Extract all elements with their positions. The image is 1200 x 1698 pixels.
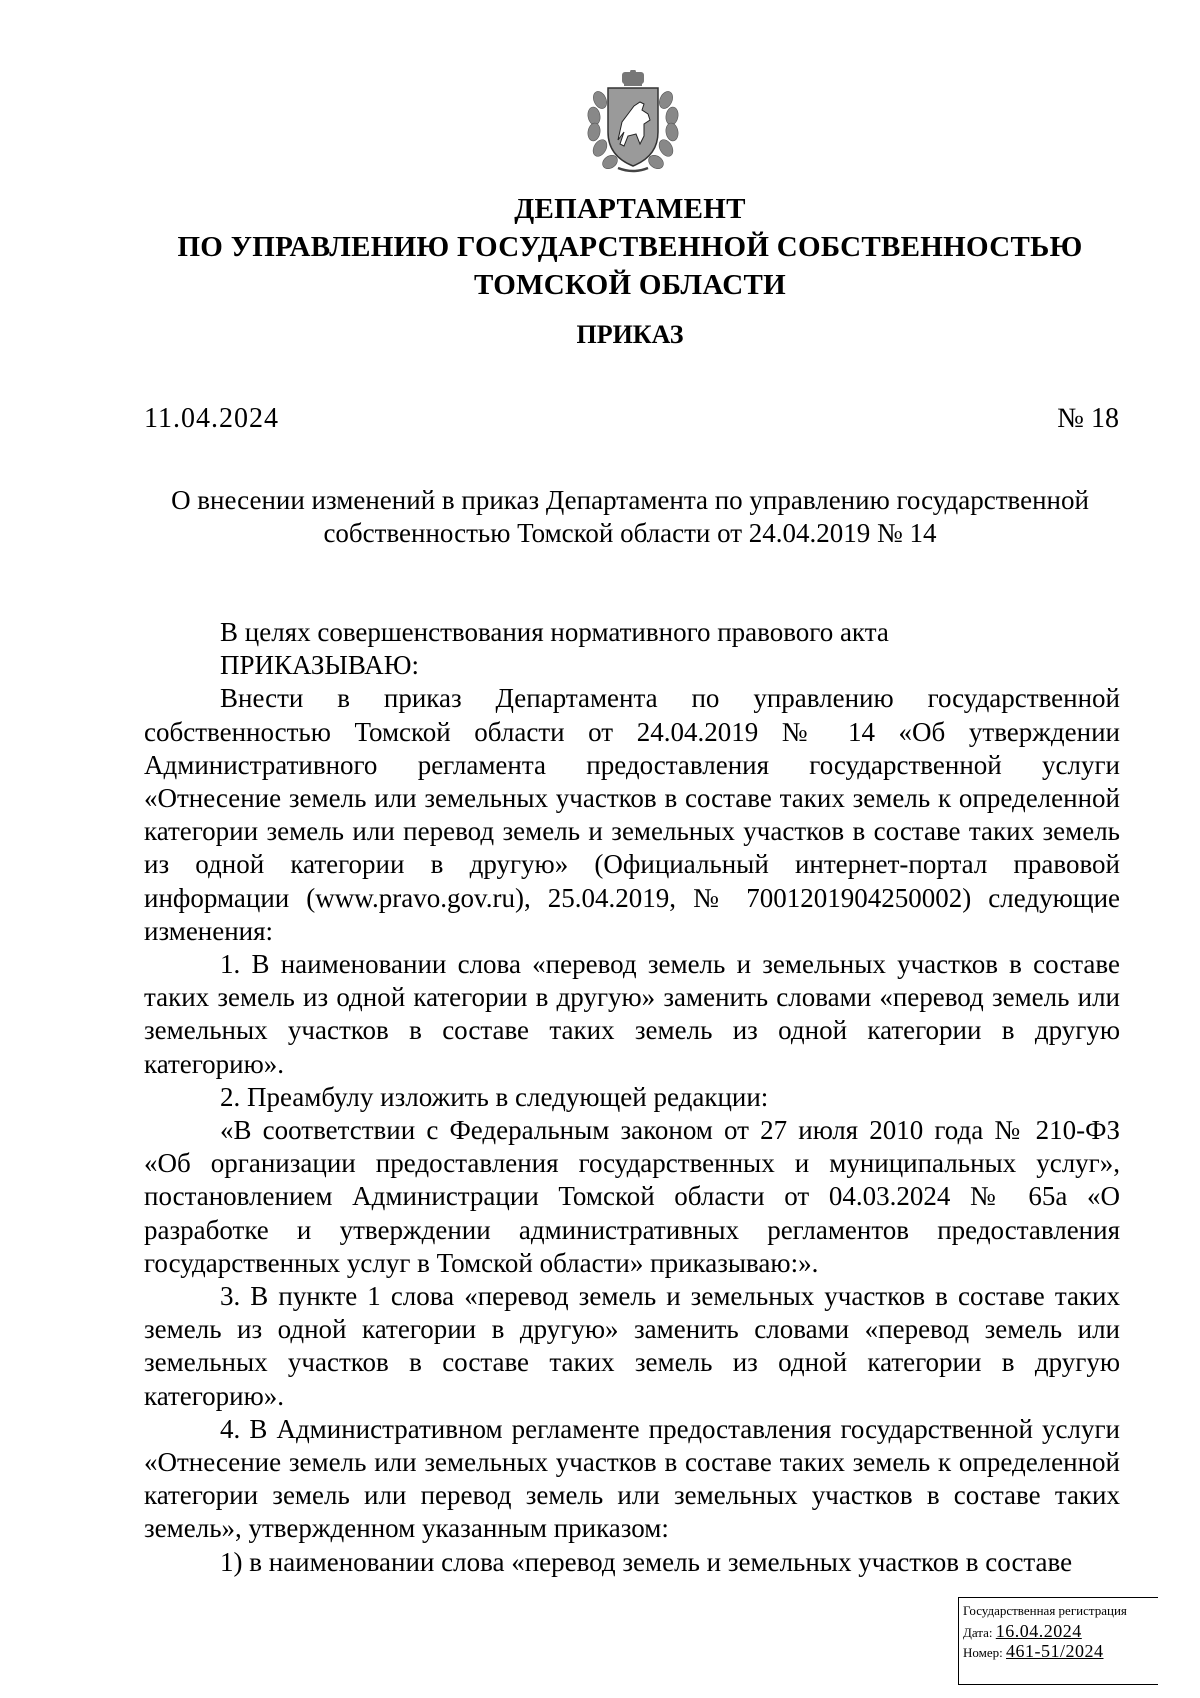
registration-number-row [963, 1643, 1158, 1661]
body-paragraph: В целях совершенствования нормативного правового акта [220, 617, 889, 647]
document-type-title: ПРИКАЗ [576, 320, 684, 349]
registration-date-value: 16.04.2024 [995, 1621, 1082, 1641]
registration-number-label: Номер: [963, 1645, 1003, 1660]
body-paragraph: «В соответствии с Федеральным законом от 27 июля 2010 года № 210-ФЗ «Об организации предоставления государственных и муниципальных услуг», постановлением Администрации Томской области от 04.03.2024 № 65а «О разработке и утверждении административных регламентов предоставления государственных услуг в Томской области» приказываю:». [144, 1115, 1120, 1278]
registration-stamp [958, 1597, 1158, 1685]
document-subject [130, 484, 1130, 550]
header-line-3: ТОМСКОЙ ОБЛАСТИ [474, 269, 786, 301]
registration-date-row [963, 1623, 1158, 1641]
document-body [144, 616, 1120, 1579]
body-paragraph: 1. В наименовании слова «перевод земель и земельных участков в составе таких земель из одной категории в другую» заменить словами «перевод земель или земельных участков в составе таких земель из одной категории в другую категорию». [144, 949, 1120, 1079]
department-header [100, 190, 1160, 304]
coat-of-arms-emblem [578, 70, 688, 174]
registration-number-value: 461-51/2024 [1006, 1641, 1104, 1661]
body-paragraph: ПРИКАЗЫВАЮ: [220, 650, 419, 681]
subject-line-2: собственностью Томской области от 24.04.2019 № 14 [323, 518, 937, 548]
body-paragraph: 4. В Административном регламенте предоставления государственной услуги «Отнесение земель или земельных участков в составе таких земель к определенной категории земель или перевод земель или земельных участков в составе таких земель», утвержденном указанным приказом: [144, 1413, 1120, 1544]
subject-line-1: О внесении изменений в приказ Департамента по управлению государственной [171, 485, 1089, 515]
registration-date-label: Дата: [963, 1625, 993, 1640]
document-number: № 18 [1057, 403, 1119, 434]
header-line-1: ДЕПАРТАМЕНТ [514, 193, 746, 225]
document-date: 11.04.2024 [144, 403, 279, 434]
registration-title: Государственная регистрация [963, 1603, 1127, 1618]
body-paragraph: Внести в приказ Департамента по управлению государственной собственностью Томской области от 24.04.2019 № 14 «Об утверждении Административного регламента предоставления государственной услуги «Отнесение земель или земельных участков в составе таких земель к определенной категории земель или перевод земель и земельных участков в составе таких земель из одной категории в другую» (Официальный интернет-портал правовой информации (www.pravo.gov.ru), 25.04.2019, № 7001201904250002) следующие изменения: [144, 683, 1120, 946]
body-paragraph: 3. В пункте 1 слова «перевод земель и земельных участков в составе таких земель из одной категории в другую» заменить словами «перевод земель или земельных участков в составе таких земель из одной категории в другую категорию». [144, 1281, 1120, 1411]
body-paragraph: 2. Преамбулу изложить в следующей редакции: [220, 1081, 769, 1112]
header-line-2: ПО УПРАВЛЕНИЮ ГОСУДАРСТВЕННОЙ СОБСТВЕННОСТЬЮ [177, 231, 1083, 263]
body-paragraph: 1) в наименовании слова «перевод земель и земельных участков в составе [220, 1546, 1073, 1577]
